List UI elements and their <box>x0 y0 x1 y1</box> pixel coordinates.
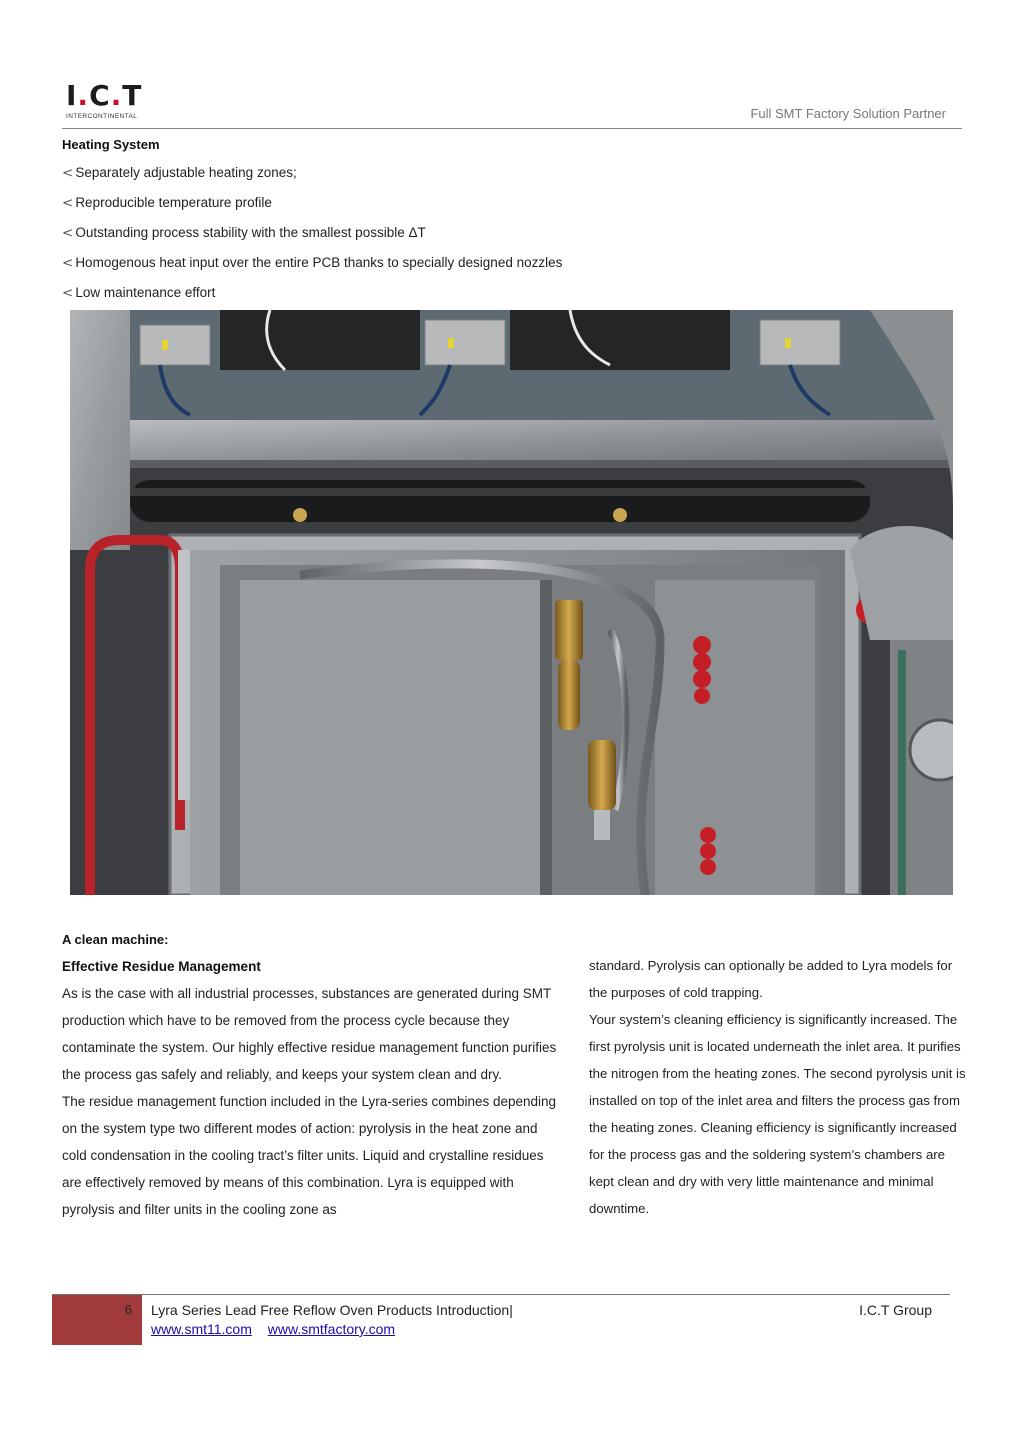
less-than-mark-icon: < <box>62 165 74 181</box>
right-column <box>589 952 969 1222</box>
link-smt11[interactable]: www.smt11.com <box>151 1321 252 1337</box>
residue-management-subtitle: Effective Residue Management <box>62 959 261 974</box>
company-logo <box>66 79 166 124</box>
list-item <box>62 218 562 248</box>
clean-machine-title: A clean machine: <box>62 932 169 947</box>
less-than-mark-icon: < <box>62 285 74 301</box>
list-item <box>62 278 562 308</box>
heating-features-list <box>62 158 562 308</box>
header-divider <box>62 128 962 129</box>
list-item-text: Homogenous heat input over the entire PCB thanks to specially designed nozzles <box>75 255 563 270</box>
paragraph: The residue management function included in the Lyra-series combines depending on the system type two different modes of action: pyrolysis in the heat zone and cold condensation in the cooling tract’s filter units. Liquid and crystalline residues are effectively removed by means of this combination. Lyra is equipped with pyrolysis and filter units in the cooling zone as <box>62 1094 557 1217</box>
list-item-text: Separately adjustable heating zones; <box>75 165 297 180</box>
list-item <box>62 158 562 188</box>
footer-title: Lyra Series Lead Free Reflow Oven Products Introduction| <box>151 1302 513 1318</box>
less-than-mark-icon: < <box>62 255 74 271</box>
less-than-mark-icon: < <box>62 195 74 211</box>
list-item-text: Low maintenance effort <box>75 285 216 300</box>
logo-mark: I.C.T <box>66 79 143 112</box>
less-than-mark-icon: < <box>62 225 74 241</box>
list-item-text: Outstanding process stability with the smallest possible ΔT <box>75 225 426 240</box>
footer-divider <box>52 1294 950 1295</box>
paragraph: As is the case with all industrial processes, substances are generated during SMT production which have to be removed from the process cycle because they contaminate the system. Our highly effective residue management function purifies the process gas safely and reliably, and keeps your system clean and dry. <box>62 986 557 1082</box>
paragraph: Your system’s cleaning efficiency is significantly increased. The first pyrolysis unit is located underneath the inlet area. It purifies the nitrogen from the heating zones. The second pyrolysis unit is installed on top of the inlet area and filters the process gas from the heating zones. Cleaning efficiency is significantly increased for the process gas and the soldering system’s chambers are kept clean and dry with very little maintenance and minimal downtime. <box>589 1012 966 1216</box>
reflow-oven-photo <box>70 310 953 895</box>
heating-system-title: Heating System <box>62 137 160 152</box>
header-tagline: Full SMT Factory Solution Partner <box>750 106 946 121</box>
left-column <box>62 953 562 1223</box>
list-item-text: Reproducible temperature profile <box>75 195 272 210</box>
footer-company: I.C.T Group <box>859 1302 932 1318</box>
logo-subtitle: INTERCONTINENTAL <box>66 113 138 120</box>
paragraph: standard. Pyrolysis can optionally be added to Lyra models for the purposes of cold trapping. <box>589 958 953 1000</box>
page-number: 6 <box>124 1302 132 1317</box>
list-item <box>62 188 562 218</box>
list-item <box>62 248 562 278</box>
link-smtfactory[interactable]: www.smtfactory.com <box>267 1321 396 1337</box>
footer-links <box>151 1321 407 1337</box>
